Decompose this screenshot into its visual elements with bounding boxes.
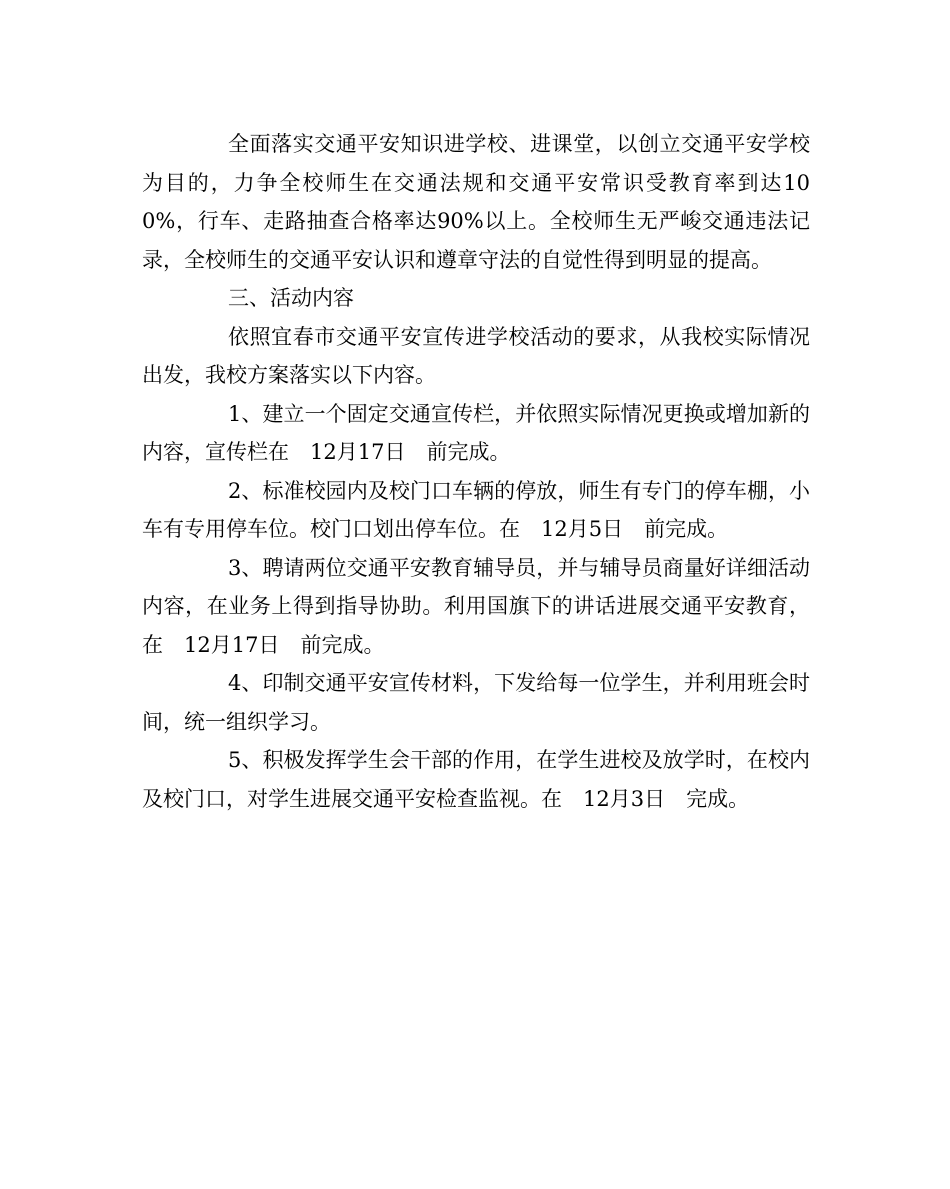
- list-item-1: 1、建立一个固定交通宣传栏，并依照实际情况更换或增加新的内容，宣传栏在 12月17日 前完成。: [142, 401, 810, 464]
- section-heading-activities: 三、活动内容: [228, 286, 354, 310]
- list-item-5: 5、积极发挥学生会干部的作用，在学生进校及放学时，在校内及校门口，对学生进展交通平安检查监视。在 12月3日 完成。: [142, 748, 810, 811]
- list-item-2: 2、标准校园内及校门口车辆的停放，师生有专门的停车棚，小车有专用停车位。校门口划出停车位。在 12月5日 前完成。: [142, 478, 810, 541]
- list-item-3: 3、聘请两位交通平安教育辅导员，并与辅导员商量好详细活动内容，在业务上得到指导协助。利用国旗下的讲话进展交通平安教育，在 12月17日 前完成。: [142, 555, 810, 657]
- paragraph-intro: 依照宜春市交通平安宣传进学校活动的要求，从我校实际情况出发，我校方案落实以下内容。: [142, 324, 810, 387]
- document-body: [142, 125, 810, 818]
- paragraph-goal: 全面落实交通平安知识进学校、进课堂，以创立交通平安学校为目的，力争全校师生在交通法规和交通平安常识受教育率到达100%，行车、走路抽查合格率达90%以上。全校师生无严峻交通违法记录，全校师生的交通平安认识和遵章守法的自觉性得到明显的提高。: [142, 132, 810, 272]
- list-item-4: 4、印制交通平安宣传材料，下发给每一位学生，并利用班会时间，统一组织学习。: [142, 671, 810, 734]
